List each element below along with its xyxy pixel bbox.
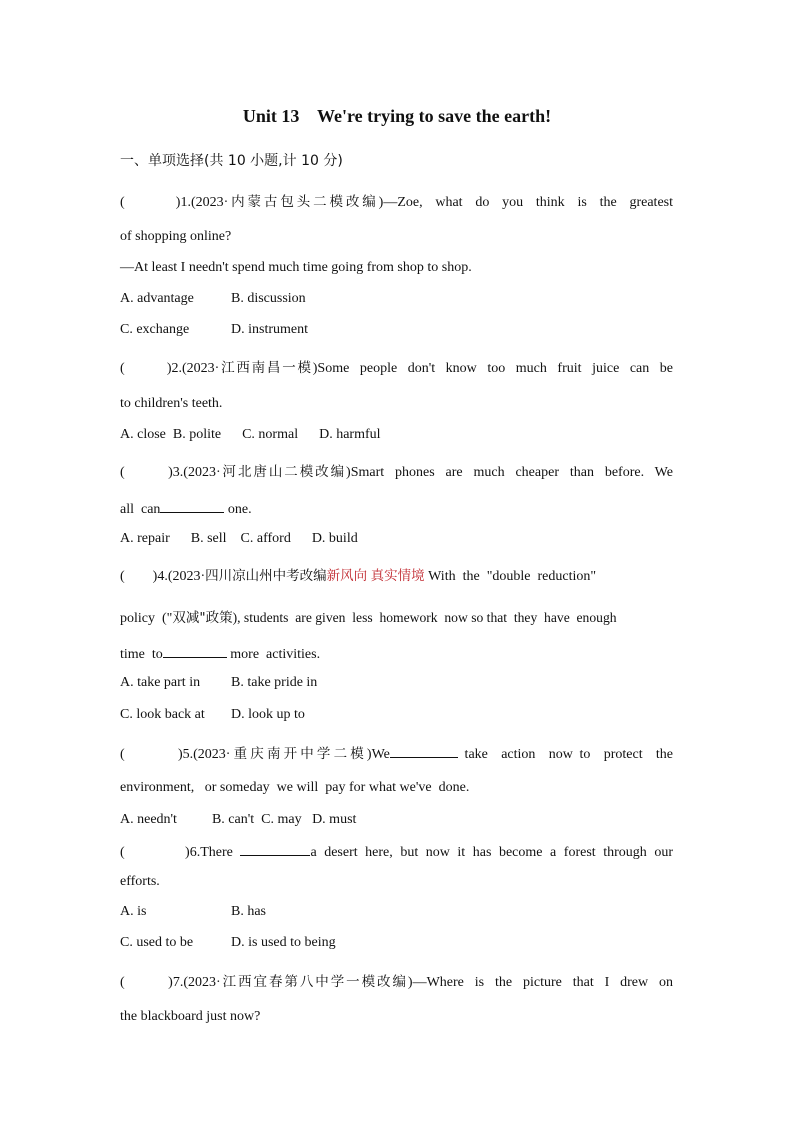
question-7-stem: ( )7.(2023·江西宜春第八中学一模改编)—Where is the picture that I drew on: [120, 974, 674, 990]
question-4-stem-cont: policy ("双减"政策), students are given less homework now so that they have enough: [120, 610, 617, 626]
question-5-stem-cont: environment, or someday we will pay for what we've done.: [120, 780, 470, 795]
question-source: 四川凉山州中考改编: [205, 568, 327, 584]
question-3-stem: ( )3.(2023·河北唐山二模改编)Smart phones are much cheaper than before. We: [120, 464, 673, 480]
question-source: 重庆南开中学二模: [230, 746, 367, 762]
question-4-option-d: D. look up to: [231, 707, 305, 722]
question-4-stem-cont2: time to more activities.: [120, 644, 673, 664]
question-2-options: A. close B. polite C. normal D. harmful: [120, 427, 381, 442]
tag-new-trend: 新风向: [326, 568, 368, 584]
question-5-stem: ( )5.(2023·重庆南开中学二模)We take action now to protect the: [120, 746, 674, 762]
question-source: 内蒙古包头二模改编: [228, 194, 379, 210]
question-2-stem: ( )2.(2023·江西南昌一模)Some people don't know too much fruit juice can be: [120, 360, 674, 376]
question-4-option-b: B. take pride in: [231, 675, 318, 690]
question-4-option-a: A. take part in: [120, 675, 201, 690]
question-6-option-b: B. has: [231, 904, 266, 919]
answer-blank: [240, 842, 310, 856]
question-4-option-c: C. look back at: [120, 707, 205, 722]
question-source: 河北唐山二模改编: [220, 464, 347, 480]
question-source: 江西南昌一模: [219, 360, 313, 376]
question-4-stem: ( )4.(2023·四川凉山州中考改编新风向 真实情境 With the "double reduction": [120, 568, 597, 584]
question-2-stem-cont: to children's teeth.: [120, 396, 223, 411]
question-1-option-d: D. instrument: [231, 322, 308, 337]
answer-blank: [390, 744, 458, 758]
question-7-stem-cont: the blackboard just now?: [120, 1009, 261, 1024]
page-title: Unit 13 We're trying to save the earth!: [242, 106, 552, 126]
question-1-stem-cont: of shopping online?: [120, 229, 232, 244]
tag-real-situation: 真实情境: [370, 568, 425, 584]
question-5-options: A. needn't B. can't C. may D. must: [120, 812, 357, 827]
question-1-response: —At least I needn't spend much time going from shop to shop.: [120, 260, 472, 275]
question-3-stem-cont: all can one.: [120, 499, 673, 519]
question-6-option-d: D. is used to being: [231, 935, 336, 950]
question-6-option-c: C. used to be: [120, 935, 194, 950]
answer-blank: [160, 499, 224, 513]
section-heading: 一、单项选择(共 10 小题,计 10 分): [120, 153, 343, 169]
question-6-option-a: A. is: [120, 904, 147, 919]
question-6-stem: ( )6.There a desert here, but now it has become a forest through our: [120, 842, 673, 862]
question-source: 江西宜春第八中学一模改编: [220, 974, 408, 990]
question-6-stem-cont: efforts.: [120, 874, 160, 889]
question-3-options: A. repair B. sell C. afford D. build: [120, 531, 358, 546]
answer-blank: [163, 644, 227, 658]
question-1-option-c: C. exchange: [120, 322, 190, 337]
question-1-option-a: A. advantage: [120, 291, 194, 306]
question-1-stem: ( )1.(2023·内蒙古包头二模改编)—Zoe, what do you think is the greatest: [120, 194, 673, 210]
question-1-option-b: B. discussion: [231, 291, 306, 306]
